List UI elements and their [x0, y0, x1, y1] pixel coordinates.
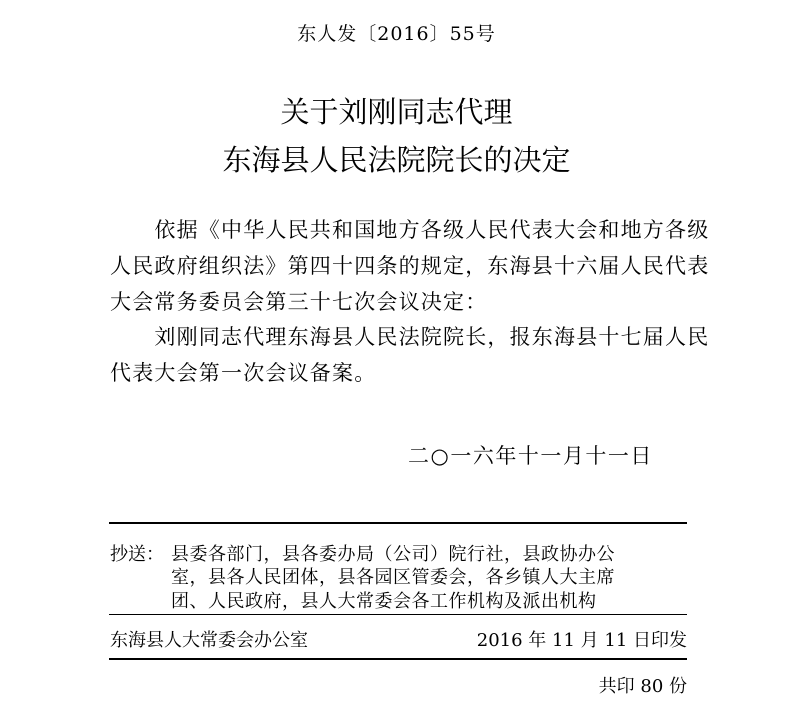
- bottom-rule: [109, 658, 687, 660]
- body-line-1: 依据《中华人民共和国地方各级人民代表大会和地方各级: [110, 218, 710, 242]
- top-rule: [109, 522, 687, 524]
- copies-count: 共印 80 份: [598, 676, 687, 697]
- title-line-1: 关于刘刚同志代理: [280, 95, 513, 129]
- body-line-4: 刘刚同志代理东海县人民法院院长，报东海县十七届人民: [110, 325, 710, 349]
- body-line-2: 人民政府组织法》第四十四条的规定，东海县十六届人民代表: [110, 254, 710, 278]
- decision-date: 二○一六年十一月十一日: [408, 444, 653, 468]
- title-line-2: 东海县人民法院院长的决定: [222, 143, 571, 177]
- cc-line-2: 室，县各人民团体，县各园区管委会，各乡镇人大主席: [171, 567, 615, 588]
- cc-label: 抄送：: [110, 544, 164, 565]
- body-line-5: 代表大会第一次会议备案。: [110, 361, 377, 385]
- cc-line-3: 团、人民政府，县人大常委会各工作机构及派出机构: [171, 591, 597, 612]
- issuing-office: 东海县人大常委会办公室: [110, 630, 308, 651]
- body-line-3: 大会常务委员会第三十七次会议决定：: [110, 290, 488, 314]
- doc-number: 东人发〔2016〕55号: [297, 23, 496, 45]
- issue-date: 2016 年 11 月 11 日印发: [476, 630, 687, 651]
- middle-rule: [109, 614, 687, 615]
- cc-line-1: 县委各部门，县各委办局（公司）院行社，县政协办公: [171, 544, 615, 565]
